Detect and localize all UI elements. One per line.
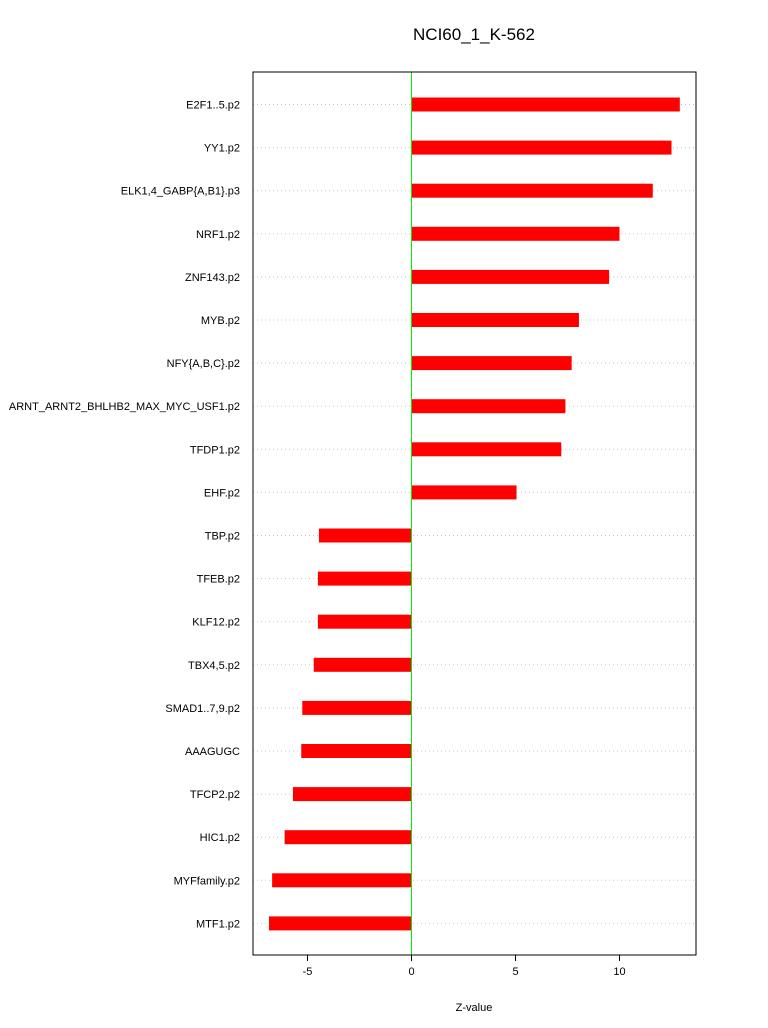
category-label: ELK1,4_GABP{A,B1}.p3 <box>120 185 240 198</box>
bar <box>412 270 610 284</box>
bar <box>302 701 411 715</box>
category-label: NFY{A,B,C}.p2 <box>166 358 240 371</box>
x-axis <box>303 955 626 978</box>
bar <box>318 572 412 586</box>
bar <box>412 227 620 241</box>
bar <box>269 916 411 930</box>
bars <box>269 98 680 931</box>
chart-title: NCI60_1_K-562 <box>413 25 535 44</box>
x-axis-label: Z-value <box>455 1002 493 1014</box>
category-label: MYFfamily.p2 <box>173 875 240 888</box>
category-label: TFEB.p2 <box>196 573 240 586</box>
bar <box>314 658 412 672</box>
bar <box>301 744 411 758</box>
category-label: SMAD1..7,9.p2 <box>165 702 240 715</box>
category-label: YY1.p2 <box>203 142 240 155</box>
bar <box>412 184 653 198</box>
category-label: ARNT_ARNT2_BHLHB2_MAX_MYC_USF1.p2 <box>8 401 240 414</box>
category-label: MYB.p2 <box>200 315 240 327</box>
x-tick-label: 0 <box>408 966 415 978</box>
category-label: E2F1..5.p2 <box>186 99 240 112</box>
bar <box>412 313 579 327</box>
bar <box>412 399 566 413</box>
category-label: AAAGUGC <box>184 746 240 758</box>
bar <box>412 356 572 370</box>
category-labels <box>9 100 240 931</box>
category-label: TBX4,5.p2 <box>188 659 240 672</box>
bar <box>318 615 412 629</box>
category-label: EHF.p2 <box>203 487 240 500</box>
category-label: HIC1.p2 <box>199 832 240 845</box>
category-label: ZNF143.p2 <box>184 271 240 284</box>
category-label: MTF1.p2 <box>195 918 240 931</box>
bar <box>412 442 562 456</box>
category-label: TFDP1.p2 <box>189 444 240 457</box>
bar <box>285 830 412 844</box>
category-label: NRF1.p2 <box>195 228 240 241</box>
category-label: KLF12.p2 <box>192 616 240 629</box>
plot-frame <box>253 72 696 955</box>
bar <box>412 98 680 112</box>
x-tick-label: 5 <box>512 966 519 978</box>
bar <box>412 141 672 155</box>
category-label: TBP.p2 <box>204 530 240 543</box>
bar <box>319 529 412 543</box>
x-tick-label: -5 <box>302 966 313 978</box>
bar <box>293 787 412 801</box>
bar <box>272 873 411 887</box>
bar <box>412 485 517 499</box>
x-tick-label: 10 <box>613 966 626 978</box>
category-label: TFCP2.p2 <box>189 789 240 802</box>
